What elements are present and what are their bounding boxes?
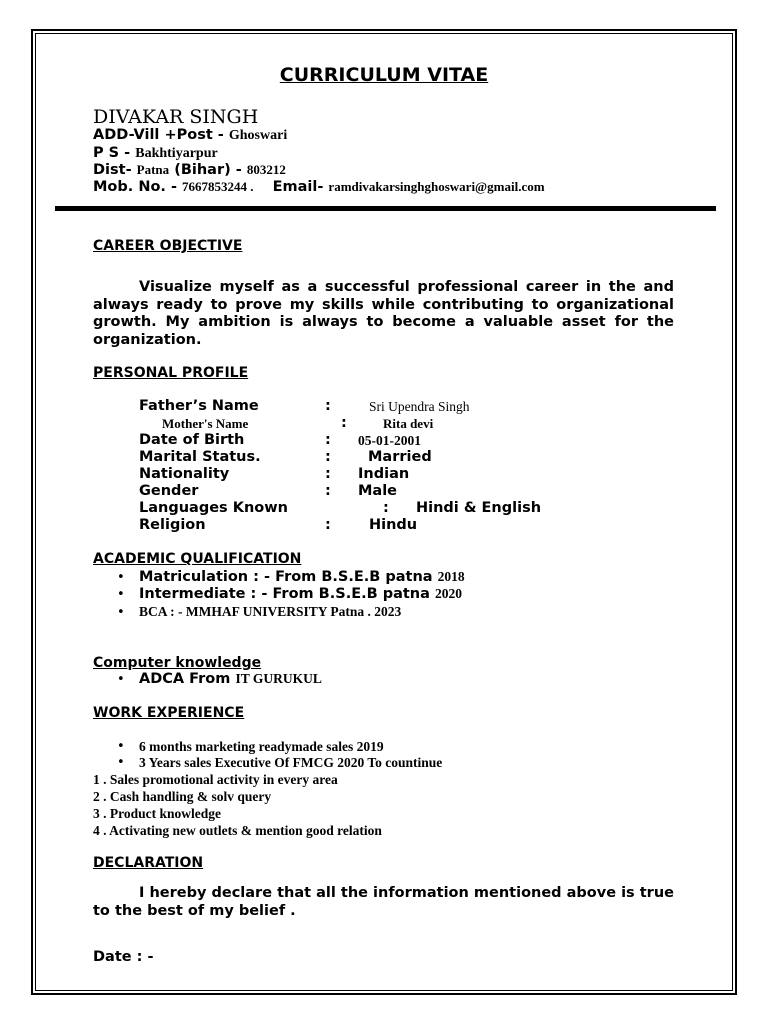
nationality-label: Nationality [139, 466, 230, 482]
declaration-heading: DECLARATION [93, 855, 204, 871]
email-label: Email- [272, 179, 329, 195]
address-value: Ghoswari [228, 128, 288, 143]
intermediate-text: Intermediate : - From B.S.E.B patna [139, 586, 430, 602]
languages-label: Languages Known [139, 500, 288, 516]
personal-profile-heading: PERSONAL PROFILE [93, 365, 249, 381]
career-objective-heading: CAREER OBJECTIVE [93, 238, 243, 254]
work-numbered-item: 4 . Activating new outlets & mention good relation [93, 823, 382, 838]
dob-label: Date of Birth [139, 432, 245, 448]
work-numbered-item: 1 . Sales promotional activity in every area [93, 772, 338, 787]
computer-knowledge-heading: Computer knowledge [93, 655, 262, 671]
declaration-text [93, 885, 674, 920]
ps-label: P S - [93, 145, 136, 161]
academic-qualification-heading: ACADEMIC QUALIFICATION [93, 551, 302, 567]
district-line [93, 162, 286, 178]
languages-colon: : [383, 500, 389, 516]
intermediate-year: 2020 [434, 586, 462, 601]
bca-item: BCA : - MMHAF UNIVERSITY Patna . 2023 [139, 604, 402, 619]
header-divider [55, 206, 716, 211]
fathers-name-value: Sri Upendra Singh [369, 399, 470, 414]
address-line [93, 127, 287, 144]
languages-value: Hindi & English [416, 500, 542, 516]
email-value: ramdivakarsinghghoswari@gmail.com [328, 179, 545, 194]
religion-colon: : [325, 517, 331, 533]
marital-status-colon: : [325, 449, 331, 465]
gender-label: Gender [139, 483, 199, 499]
mobile-label: Mob. No. - [93, 179, 183, 195]
ps-value: Bakhtiyarpur [135, 146, 218, 161]
mothers-name-colon: : [341, 415, 347, 431]
work-numbered-item: 3 . Product knowledge [93, 806, 222, 821]
dob-value: 05-01-2001 [358, 433, 421, 448]
bullet-icon: • [117, 755, 125, 770]
mobile-value: 7667853244 . [182, 179, 254, 194]
matriculation-year: 2018 [437, 569, 465, 584]
work-bullet-item: 3 Years sales Executive Of FMCG 2020 To countinue [139, 755, 443, 770]
work-experience-heading: WORK EXPERIENCE [93, 705, 245, 721]
fathers-name-label: Father’s Name [139, 398, 259, 414]
career-objective-text [93, 279, 674, 349]
date-label: Date : - [93, 949, 154, 965]
dist-label: Dist- [93, 162, 137, 178]
dist-place: Patna [136, 162, 170, 177]
career-objective-body: Visualize myself as a successful professional career in the and always ready to prove my skills while contributing to organizational growth. My ambition is always to become a valuable asset for the organization. [93, 279, 674, 348]
bullet-icon: • [117, 605, 125, 620]
contact-line [93, 179, 545, 195]
declaration-body: I hereby declare that all the information mentioned above is true to the best of my belief . [93, 885, 674, 919]
work-bullet-item: 6 months marketing readymade sales 2019 [139, 739, 384, 754]
bullet-icon: • [117, 672, 125, 687]
adca-institute: IT GURUKUL [235, 671, 322, 686]
document-title: CURRICULUM VITAE [279, 64, 489, 86]
gender-colon: : [325, 483, 331, 499]
marital-status-value: Married [368, 449, 432, 465]
religion-value: Hindu [369, 517, 418, 533]
dist-pin: 803212 [246, 162, 286, 177]
marital-status-label: Marital Status. [139, 449, 261, 465]
nationality-colon: : [325, 466, 331, 482]
police-station-line [93, 145, 218, 162]
mothers-name-label: Mother's Name [162, 416, 249, 431]
dob-colon: : [325, 432, 331, 448]
bullet-icon: • [117, 739, 125, 754]
work-numbered-item: 2 . Cash handling & solv query [93, 789, 272, 804]
mothers-name-value: Rita devi [383, 416, 434, 431]
religion-label: Religion [139, 517, 206, 533]
fathers-name-colon: : [325, 398, 331, 414]
dist-state: (Bihar) - [169, 162, 247, 178]
adca-label: ADCA From [139, 671, 231, 687]
matriculation-item [139, 569, 465, 585]
adca-item [139, 671, 322, 687]
matriculation-text: Matriculation : - From B.S.E.B patna [139, 569, 433, 585]
bullet-icon: • [117, 587, 125, 602]
candidate-name: DIVAKAR SINGH [93, 106, 259, 128]
nationality-value: Indian [358, 466, 410, 482]
bullet-icon: • [117, 570, 125, 585]
intermediate-item [139, 586, 462, 602]
gender-value: Male [358, 483, 398, 499]
address-label: ADD-Vill +Post - [93, 127, 229, 143]
